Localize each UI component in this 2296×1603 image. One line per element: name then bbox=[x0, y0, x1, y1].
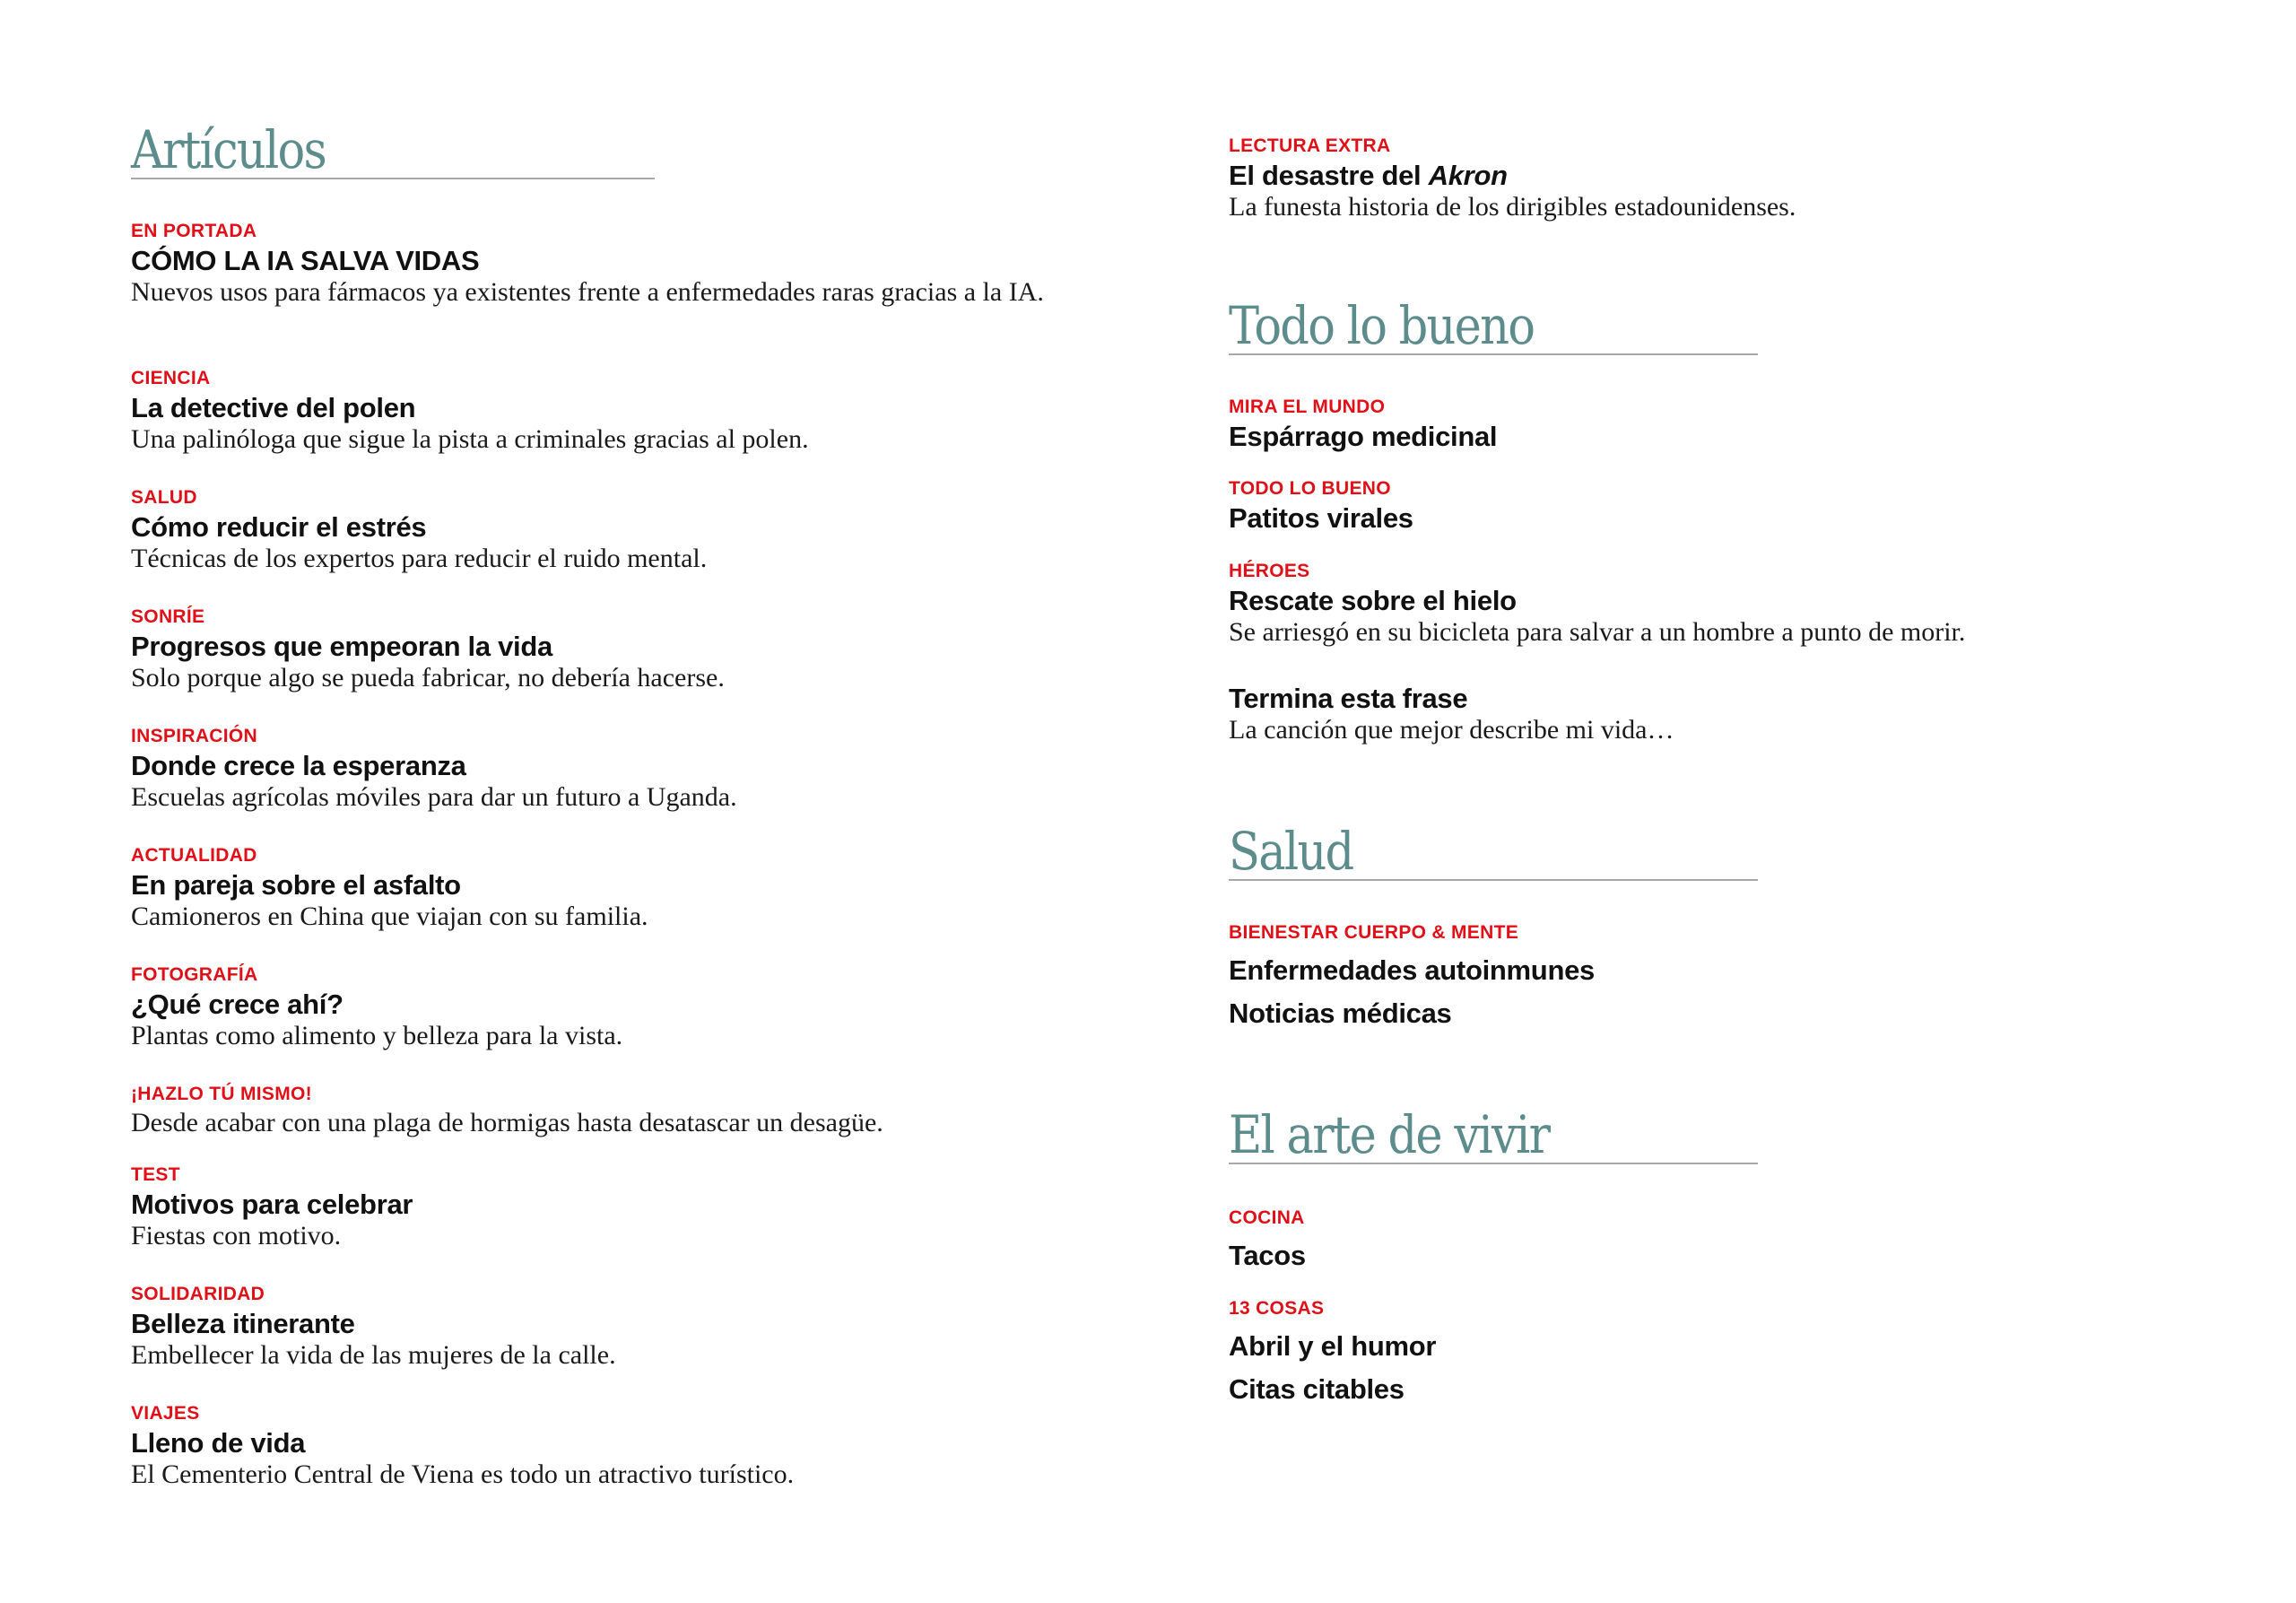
article-desc: Camioneros en China que viajan con su familia. bbox=[131, 902, 648, 931]
article-desc: Una palinóloga que sigue la pista a criminales gracias al polen. bbox=[131, 424, 809, 454]
article-title[interactable]: Citas citables bbox=[1229, 1373, 1405, 1405]
salud-group[interactable] bbox=[1229, 922, 1595, 1030]
article-kicker: 13 COSAS bbox=[1229, 1298, 1325, 1319]
article-item[interactable] bbox=[131, 1084, 883, 1137]
article-desc: Se arriesgó en su bicicleta para salvar a un hombre a punto de morir. bbox=[1229, 617, 1966, 647]
article-item[interactable] bbox=[1229, 478, 1413, 535]
article-desc[interactable]: Desde acabar con una plaga de hormigas hasta desatascar un desagüe. bbox=[131, 1108, 883, 1137]
article-item[interactable] bbox=[131, 1164, 413, 1250]
article-kicker: TEST bbox=[131, 1164, 180, 1185]
article-kicker: CIENCIA bbox=[131, 368, 211, 388]
article-title[interactable]: CÓMO LA IA SALVA VIDAS bbox=[131, 245, 480, 276]
article-kicker: MIRA EL MUNDO bbox=[1229, 396, 1386, 417]
article-title[interactable]: Abril y el humor bbox=[1229, 1330, 1437, 1362]
article-title[interactable]: Tacos bbox=[1229, 1240, 1306, 1271]
article-kicker: LECTURA EXTRA bbox=[1229, 135, 1391, 156]
article-desc: Embellecer la vida de las mujeres de la calle. bbox=[131, 1340, 616, 1370]
article-kicker: FOTOGRAFÍA bbox=[131, 964, 258, 985]
article-item[interactable] bbox=[131, 964, 622, 1050]
article-item[interactable] bbox=[131, 726, 737, 811]
article-desc: Plantas como alimento y belleza para la vista. bbox=[131, 1021, 623, 1050]
section-heading-arte-de-vivir: El arte de vivir bbox=[1229, 1109, 1758, 1164]
article-item[interactable] bbox=[1229, 561, 1965, 646]
section-heading-salud: Salud bbox=[1229, 825, 1758, 881]
article-desc: Técnicas de los expertos para reducir el ruido mental. bbox=[131, 544, 708, 573]
article-title[interactable]: Patitos virales bbox=[1229, 502, 1413, 534]
title-italic: Akron bbox=[1428, 160, 1508, 191]
article-item[interactable] bbox=[131, 606, 725, 692]
article-kicker: BIENESTAR CUERPO & MENTE bbox=[1229, 922, 1518, 943]
article-kicker: EN PORTADA bbox=[131, 221, 257, 241]
article-title[interactable]: Noticias médicas bbox=[1229, 998, 1452, 1029]
article-title[interactable]: Espárrago medicinal bbox=[1229, 421, 1498, 452]
article-kicker: SONRÍE bbox=[131, 606, 205, 627]
article-desc: La canción que mejor describe mi vida… bbox=[1229, 715, 1674, 745]
article-title[interactable]: Donde crece la esperanza bbox=[131, 750, 466, 781]
article-kicker: COCINA bbox=[1229, 1207, 1305, 1228]
article-kicker: SOLIDARIDAD bbox=[131, 1284, 265, 1304]
article-title[interactable]: La detective del polen bbox=[131, 392, 416, 423]
lectura-extra-item[interactable] bbox=[1229, 135, 1796, 221]
article-desc: El Cementerio Central de Viena es todo un atractivo turístico. bbox=[131, 1459, 795, 1489]
article-item[interactable] bbox=[131, 1284, 616, 1369]
article-kicker: ACTUALIDAD bbox=[131, 845, 257, 866]
article-desc: Fiestas con motivo. bbox=[131, 1221, 342, 1250]
arte-group[interactable] bbox=[1229, 1298, 1436, 1406]
article-title[interactable]: Enfermedades autoinmunes bbox=[1229, 954, 1595, 986]
article-title[interactable]: Progresos que empeoran la vida bbox=[131, 631, 552, 662]
article-kicker: ¡HAZLO TÚ MISMO! bbox=[131, 1084, 312, 1104]
article-kicker: INSPIRACIÓN bbox=[131, 726, 257, 746]
article-title[interactable]: Termina esta frase bbox=[1229, 683, 1468, 714]
article-title[interactable]: El desastre del Akron bbox=[1229, 160, 1508, 191]
section-heading-todo-lo-bueno: Todo lo bueno bbox=[1229, 300, 1758, 355]
article-title[interactable]: Belleza itinerante bbox=[131, 1308, 355, 1339]
article-item[interactable] bbox=[1229, 680, 1674, 744]
article-kicker: TODO LO BUENO bbox=[1229, 478, 1391, 499]
article-item[interactable] bbox=[1229, 396, 1497, 453]
article-desc: Nuevos usos para fármacos ya existentes frente a enfermedades raras gracias a la IA. bbox=[131, 277, 1044, 307]
article-item[interactable] bbox=[131, 221, 1091, 306]
article-item[interactable] bbox=[131, 845, 648, 930]
arte-group[interactable] bbox=[1229, 1207, 1306, 1272]
article-title[interactable]: En pareja sobre el asfalto bbox=[131, 869, 461, 901]
article-kicker: VIAJES bbox=[131, 1403, 200, 1424]
section-heading-articulos: Artículos bbox=[131, 124, 655, 179]
article-item[interactable] bbox=[131, 1403, 794, 1488]
article-item[interactable] bbox=[131, 368, 809, 453]
article-kicker: SALUD bbox=[131, 487, 197, 508]
article-title[interactable]: Cómo reducir el estrés bbox=[131, 511, 427, 543]
article-desc: Escuelas agrícolas móviles para dar un futuro a Uganda. bbox=[131, 782, 737, 812]
article-title[interactable]: Motivos para celebrar bbox=[131, 1189, 413, 1220]
article-desc: Solo porque algo se pueda fabricar, no debería hacerse. bbox=[131, 663, 725, 693]
article-item[interactable] bbox=[131, 487, 707, 572]
article-title[interactable]: Lleno de vida bbox=[131, 1427, 306, 1459]
article-title[interactable]: Rescate sobre el hielo bbox=[1229, 585, 1517, 616]
article-title[interactable]: ¿Qué crece ahí? bbox=[131, 989, 344, 1020]
article-desc: La funesta historia de los dirigibles estadounidenses. bbox=[1229, 192, 1796, 222]
article-kicker: HÉROES bbox=[1229, 561, 1310, 581]
